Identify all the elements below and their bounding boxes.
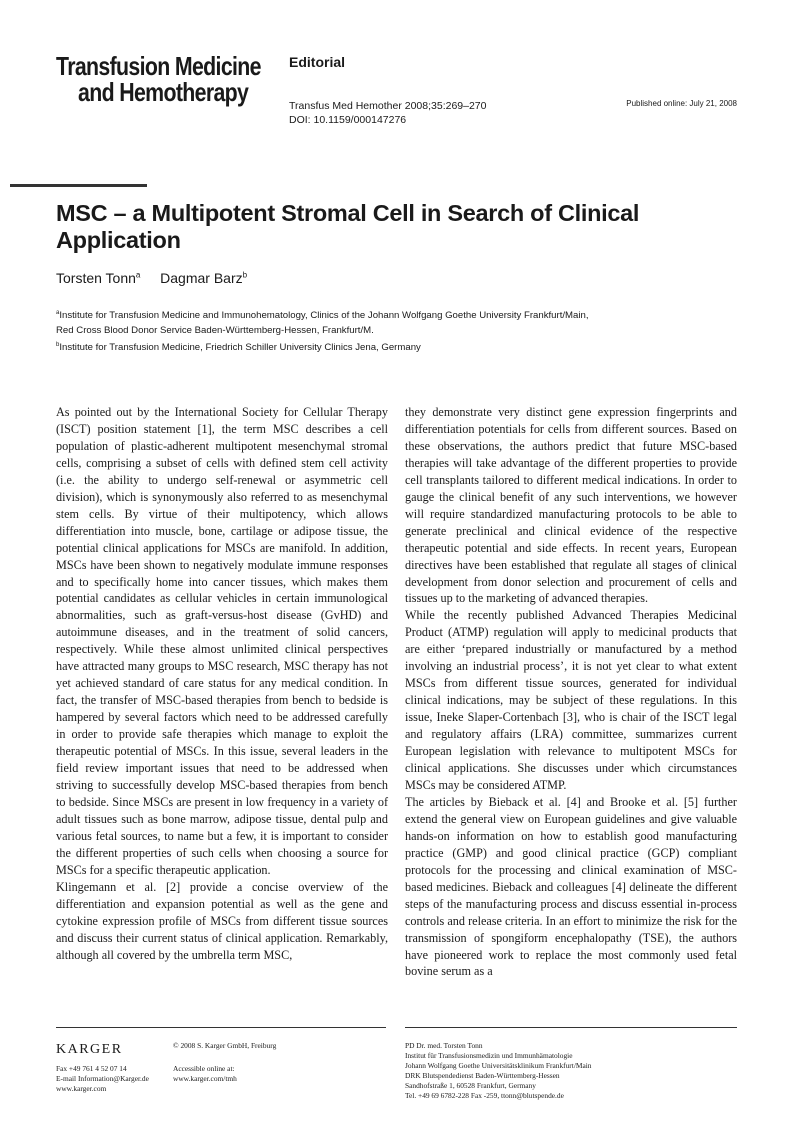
author-mark: a <box>135 270 141 280</box>
paragraph: As pointed out by the International Society for Cellular Therapy (ISCT) position statement [1], the term MSC describes a cell population of plastic-adherent multipotent mesenchymal stromal cells, comprising a subset of cells with defined stem cell activity (i.e. the ability to undergo self-renewal or asymmetric cell division), which is synonymously also referred to as mesenchymal stem cells. By virtue of their multipotency, which allows differentiation into muscle, bone, cartilage or adipose tissue, the potential clinical applications for MSCs are manifold. In addition, MSCs have been shown to negatively modulate immune responses and to specifically home into cancer tissues, which makes them potential candidates as cellular vehicles in certain immunological abnormalities, such as graft-versus-host disease (GvHD) and autoimmune diseases, and in the treatment of solid cancers, respectively. While these almost unlimited clinical perspectives have attracted many groups to MSC research, MSC therapy has not yet achieved standard of care status for any medical condition. In fact, the transfer of MSC-based therapies from bench to bedside is hampered by several factors which need to be addressed carefully in order to provide safe therapies which manage to exploit the therapeutic potential of MSCs. In this issue, several leaders in the field review important issues that need to be addressed when striving to successfully develop MSC-based therapies from bench to bedside. Since MSCs are present in low frequency in a variety of adult tissues such as bone marrow, adipose tissue, dental pulp and various fetal sources, to name but a few, it is important to consider the different properties of such cells when choosing a source for MSCs for a specific therapeutic application. <box>56 405 388 877</box>
corr-line: Tel. +49 69 6782-228 Fax -259, ttonn@blutspende.de <box>405 1091 564 1100</box>
paragraph: Klingemann et al. [2] provide a concise overview of the differentiation and expansion potential as well as the gene and cytokine expression profile of MSCs from different tissue sources and discuss their current status of clinical application. Remarkably, although all covered by the umbrella term MSC, <box>56 879 388 962</box>
author-name: Torsten Tonn <box>56 270 136 286</box>
paragraph: they demonstrate very distinct gene expression fingerprints and differentiation potentials for cells from different sources. Based on these observations, the authors predict that future MSC-based therapies will take advantage of the different properties to provide cell transplants tailored to different medical indications. In order to gauge the clinical benefit of any such interventions, we however will require standardized manufacturing protocols to be able to generate preclinical and clinical evidence of the respective therapeutic potential and side effects. In recent years, European directives have been established that regulate all stages of clinical development from donor selection and procurement of cells and tissues up to the marketing of advanced therapies. <box>405 405 737 606</box>
corr-line: PD Dr. med. Torsten Tonn <box>405 1041 483 1050</box>
published-date: Published online: July 21, 2008 <box>626 99 737 108</box>
publisher-contact <box>56 1064 149 1094</box>
journal-logo-line1: Transfusion Medicine <box>56 51 261 81</box>
publisher-web[interactable]: www.karger.com <box>56 1084 107 1093</box>
corr-line: Institut für Transfusionsmedizin und Immunhämatologie <box>405 1051 573 1060</box>
citation: Transfus Med Hemother 2008;35:269–270 <box>289 100 487 112</box>
affiliation-a <box>56 306 746 324</box>
author-name: Dagmar Barz <box>160 270 243 286</box>
doi: DOI: 10.1159/000147276 <box>289 114 407 126</box>
accessible-url[interactable]: www.karger.com/tmh <box>173 1074 237 1083</box>
body-column-left <box>56 404 388 963</box>
affiliations <box>56 306 746 356</box>
corr-line: Sandhofstraße 1, 60528 Frankfurt, Germany <box>405 1081 536 1090</box>
author-list <box>56 270 247 286</box>
section-label: Editorial <box>289 54 346 70</box>
affiliation-mark: b <box>56 342 60 349</box>
author-mark: b <box>242 270 248 280</box>
copyright: © 2008 S. Karger GmbH, Freiburg <box>173 1041 277 1050</box>
paragraph: The articles by Bieback et al. [4] and Brooke et al. [5] further extend the general view on European guidelines and give valuable hands-on information on how to establish good manufacturing practice (GMP) and good clinical practice (GCP) compliant protocols for the processing and clinical examination of MSC-based medicines. Bieback and colleagues [4] delineate the different steps of the manufacturing process and discuss essential in-process controls and release criteria. In an effort to minimize the risk for the transmission of spongiform encephalopathy (TSE), the authors have pioneered work to replace the most commonly used fetal bovine serum as a <box>405 794 737 979</box>
journal-logo-line2: and Hemotherapy <box>78 77 249 107</box>
footer-rule <box>56 1027 386 1028</box>
publisher-logo: KARGER <box>56 1042 123 1057</box>
affiliation-mark: a <box>56 310 60 316</box>
article-title: MSC – a Multipotent Stromal Cell in Search of Clinical Application <box>56 200 640 253</box>
accessible-label: Accessible online at: <box>173 1064 235 1073</box>
publisher-fax: Fax +49 761 4 52 07 14 <box>56 1064 127 1073</box>
affiliation-b <box>56 338 746 356</box>
corr-line: Johann Wolfgang Goethe Universitätsklinikum Frankfurt/Main <box>405 1061 592 1070</box>
corr-line: DRK Blutspendedienst Baden-Württemberg-Hessen <box>405 1071 560 1080</box>
body-column-right <box>405 404 737 980</box>
correspondence-address <box>405 1041 591 1101</box>
citation-block <box>289 99 487 127</box>
footer-rule <box>405 1027 737 1028</box>
paragraph: While the recently published Advanced Therapies Medicinal Product (ATMP) regulation will apply to medicinal products that are either ‘prepared industrially or manufactured by a method involving an industrial process’, it is not yet clear to what extent MSCs from different tissue sources, generated for individual clinical indications, may be subject of these regulations. In this issue, Ineke Slaper-Cortenbach [3], who is chair of the ISCT legal and regulatory affairs (LRA) committee, summarizes current European legislation with relevance to multipotent MSCs for clinical applications. She discusses under which circumstances MSCs may be considered ATMP. <box>405 608 737 792</box>
publisher-email[interactable]: E-mail Information@Karger.de <box>56 1074 149 1083</box>
affiliation-text: Institute for Transfusion Medicine, Friedrich Schiller University Clinics Jena, Germany <box>59 342 421 354</box>
affiliation-text: Institute for Transfusion Medicine and Immunohematology, Clinics of the Johann Wolfgang Goethe University Frankfurt/Main, <box>59 310 589 322</box>
affiliation-a-line2: Red Cross Blood Donor Service Baden-Württemberg-Hessen, Frankfurt/M. <box>56 324 374 336</box>
online-access <box>173 1064 237 1084</box>
header-rule <box>10 184 147 187</box>
